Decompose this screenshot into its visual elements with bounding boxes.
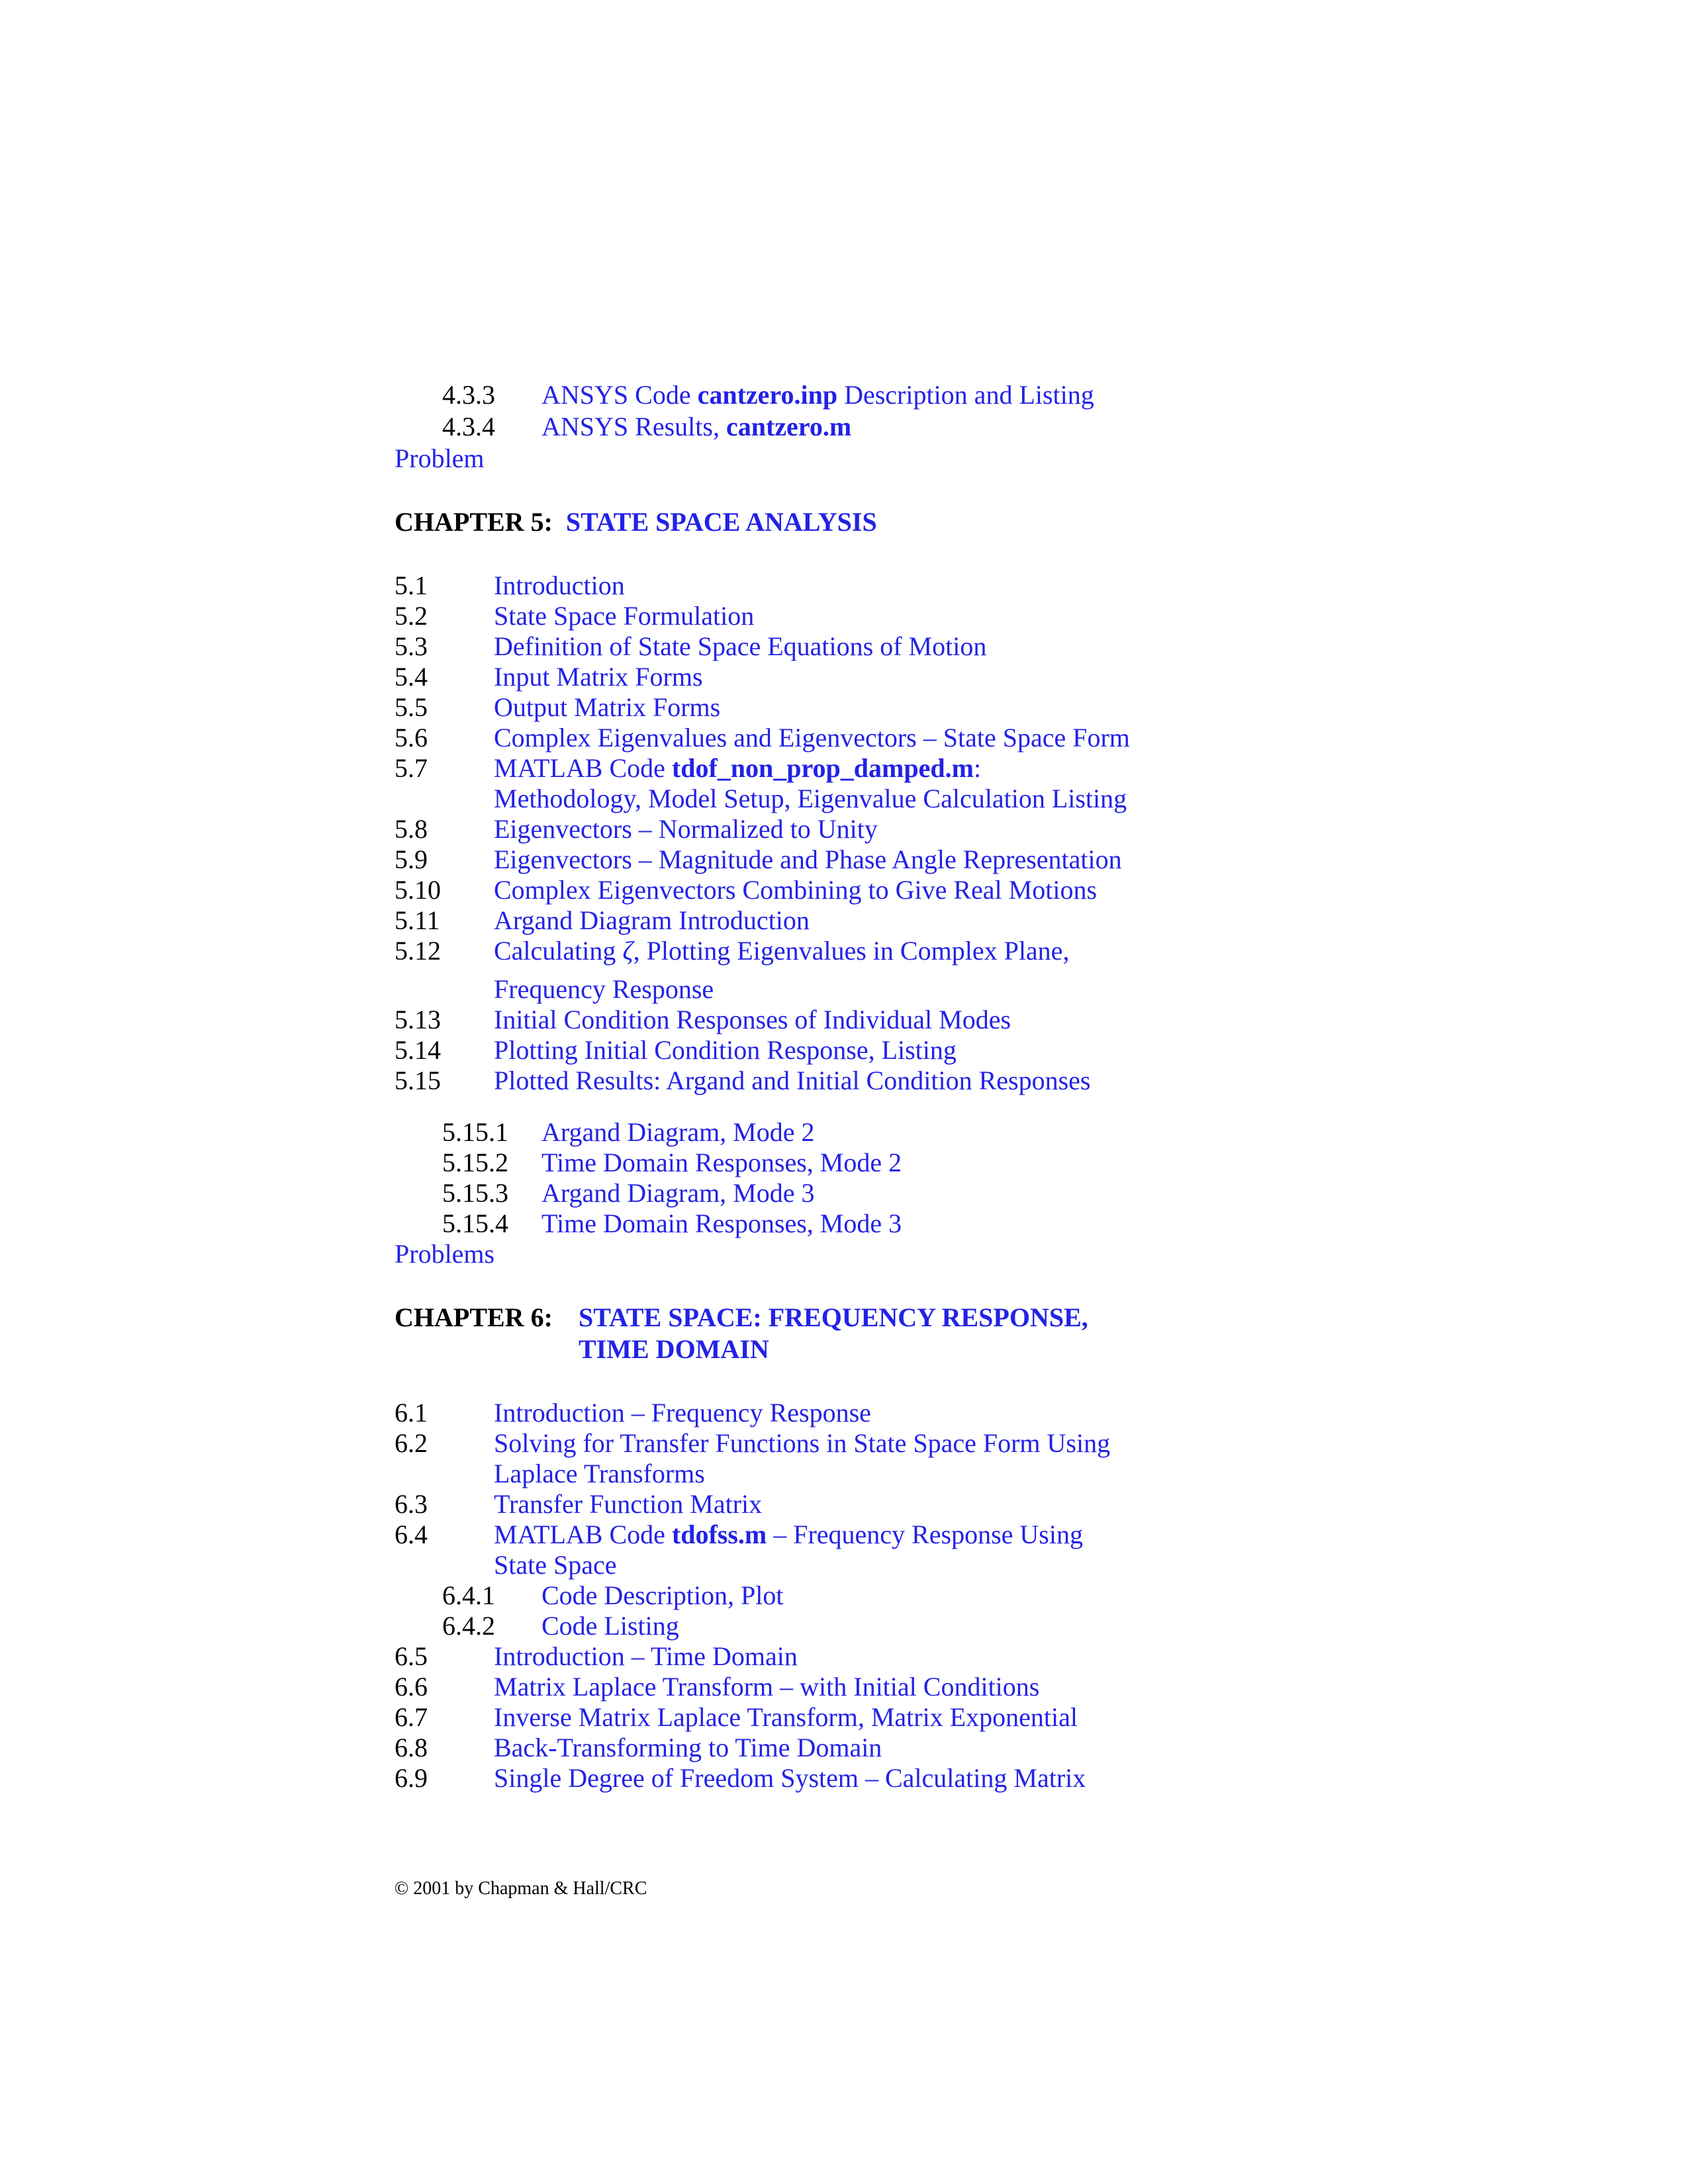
copyright-footer: © 2001 by Chapman & Hall/CRC	[395, 1878, 647, 1899]
entry-text: ANSYS Code	[541, 380, 698, 410]
toc-entry-link[interactable]	[494, 1762, 1086, 1794]
toc-entry-link[interactable]	[494, 874, 1097, 906]
entry-number: 5.9	[395, 844, 428, 874]
toc-entry-link[interactable]	[494, 1004, 1011, 1036]
entry-number: 5.5	[395, 692, 428, 722]
entry-number: 6.4	[395, 1520, 428, 1549]
entry-filename: tdofss.m	[671, 1520, 767, 1549]
toc-entry-link[interactable]	[494, 905, 810, 936]
toc-entry-link[interactable]	[494, 813, 878, 845]
entry-number: 5.8	[395, 814, 428, 844]
chapter-title-line-1: STATE SPACE: FREQUENCY RESPONSE,	[579, 1302, 1088, 1332]
entry-text: Calculating	[494, 936, 623, 966]
toc-entry[interactable]	[442, 411, 495, 443]
entry-text: Matrix Laplace Transform – with Initial Conditions	[494, 1672, 1040, 1702]
toc-subentry-link[interactable]	[541, 1177, 815, 1209]
entry-text: MATLAB Code	[494, 1520, 672, 1549]
entry-text: State Space Formulation	[494, 601, 755, 631]
entry-text: Plotting Initial Condition Response, Listing	[494, 1035, 957, 1065]
entry-filename: cantzero.m	[726, 412, 852, 441]
chapter-6-title[interactable]	[579, 1302, 1088, 1334]
entry-text: Back-Transforming to Time Domain	[494, 1733, 882, 1762]
toc-entry-link[interactable]	[494, 1671, 1039, 1703]
entry-text: Introduction – Time Domain	[494, 1641, 798, 1671]
entry-number: 5.7	[395, 753, 428, 783]
entry-number: 5.13	[395, 1005, 441, 1034]
chapter-title-line-2: TIME DOMAIN	[579, 1334, 769, 1364]
subentry-number: 5.15.2	[442, 1148, 508, 1177]
subentry-number: 5.15.3	[442, 1178, 508, 1208]
toc-entry[interactable]	[442, 379, 495, 411]
entry-number: 6.3	[395, 1489, 428, 1519]
toc-entry-link[interactable]	[494, 752, 981, 784]
toc-entry-link[interactable]	[494, 1428, 1110, 1459]
toc-entry-link[interactable]	[494, 661, 703, 693]
problems-link[interactable]: Problems	[395, 1239, 495, 1269]
toc-subentry-link[interactable]	[541, 1147, 902, 1179]
entry-text: ANSYS Results,	[541, 412, 726, 441]
toc-entry-link[interactable]	[494, 1488, 762, 1520]
entry-number: 6.2	[395, 1428, 428, 1458]
entry-text: Introduction	[494, 570, 625, 600]
zeta-symbol: ζ	[622, 936, 633, 966]
toc-entry-link[interactable]	[494, 631, 986, 662]
subentry-number: 5.15.1	[442, 1117, 508, 1147]
entry-number: 5.15	[395, 1066, 441, 1095]
toc-subentry-link[interactable]	[541, 1610, 679, 1642]
entry-text: Solving for Transfer Functions in State Space Form Using	[494, 1428, 1111, 1458]
entry-number: 6.5	[395, 1641, 428, 1671]
toc-subentry-link[interactable]	[541, 1580, 784, 1612]
entry-text: Time Domain Responses, Mode 2	[541, 1148, 902, 1177]
entry-number: 6.9	[395, 1763, 428, 1793]
entry-text: Eigenvectors – Normalized to Unity	[494, 814, 878, 844]
entry-number: 5.14	[395, 1035, 441, 1065]
entry-text: Initial Condition Responses of Individual Modes	[494, 1005, 1011, 1034]
entry-text: Definition of State Space Equations of Motion	[494, 631, 987, 661]
entry-text: MATLAB Code	[494, 753, 672, 783]
entry-text: Code Listing	[541, 1611, 679, 1641]
entry-text: , Plotting Eigenvalues in Complex Plane,	[633, 936, 1070, 966]
entry-text: Output Matrix Forms	[494, 692, 721, 722]
entry-text: Plotted Results: Argand and Initial Condition Responses	[494, 1066, 1091, 1095]
toc-entry-link[interactable]	[494, 935, 1069, 967]
entry-number: 5.11	[395, 905, 440, 935]
subentry-number: 5.15.4	[442, 1208, 508, 1238]
toc-entry-link[interactable]	[494, 1397, 871, 1429]
entry-number: 5.2	[395, 601, 428, 631]
entry-text: Description and Listing	[837, 380, 1094, 410]
entry-text: Complex Eigenvalues and Eigenvectors – State Space Form	[494, 723, 1130, 752]
entry-number: 4.3.3	[442, 380, 495, 410]
entry-number: 5.4	[395, 662, 428, 692]
entry-text: Eigenvectors – Magnitude and Phase Angle Representation	[494, 844, 1122, 874]
entry-text: Introduction – Frequency Response	[494, 1398, 871, 1428]
entry-text: Argand Diagram, Mode 3	[541, 1178, 815, 1208]
entry-text: Input Matrix Forms	[494, 662, 703, 692]
toc-subentry-link[interactable]	[541, 1208, 902, 1240]
toc-entry-link[interactable]	[494, 1519, 1083, 1551]
entry-filename: tdof_non_prop_damped.m	[671, 753, 974, 783]
toc-entry-link[interactable]	[541, 379, 1094, 411]
toc-entry-link[interactable]	[494, 1065, 1090, 1097]
toc-entry-link[interactable]	[494, 1641, 798, 1672]
entry-number: 5.1	[395, 570, 428, 600]
subentry-number: 6.4.1	[442, 1580, 495, 1610]
entry-number: 5.6	[395, 723, 428, 752]
entry-number: 4.3.4	[442, 412, 495, 441]
chapter-label: CHAPTER 6:	[395, 1302, 553, 1332]
chapter-6-title-cont[interactable]	[579, 1334, 769, 1365]
chapter-title: STATE SPACE ANALYSIS	[565, 507, 877, 537]
toc-entry-link[interactable]	[494, 1702, 1078, 1733]
toc-entry-link[interactable]	[494, 722, 1130, 754]
problem-link[interactable]: Problem	[395, 443, 485, 473]
entry-number: 6.1	[395, 1398, 428, 1428]
toc-entry-link-cont[interactable]: Methodology, Model Setup, Eigenvalue Calculation Listing	[494, 784, 1127, 813]
chapter-label: CHAPTER 5:	[395, 507, 553, 537]
entry-text: Complex Eigenvectors Combining to Give Real Motions	[494, 875, 1098, 905]
entry-number: 5.3	[395, 631, 428, 661]
entry-text: Single Degree of Freedom System – Calculating Matrix	[494, 1763, 1086, 1793]
entry-number: 6.6	[395, 1672, 428, 1702]
entry-number: 6.7	[395, 1702, 428, 1732]
toc-entry-link[interactable]	[494, 692, 720, 723]
entry-text: Inverse Matrix Laplace Transform, Matrix Exponential	[494, 1702, 1078, 1732]
chapter-6-heading[interactable]	[395, 1302, 553, 1334]
toc-entry-link[interactable]	[494, 1732, 882, 1764]
toc-entry-link-cont[interactable]: Laplace Transforms	[494, 1459, 705, 1488]
chapter-5-heading[interactable]	[395, 506, 877, 538]
entry-text: Argand Diagram Introduction	[494, 905, 810, 935]
subentry-number: 6.4.2	[442, 1611, 495, 1641]
entry-text: – Frequency Response Using	[767, 1520, 1083, 1549]
entry-text: Code Description, Plot	[541, 1580, 784, 1610]
entry-text: Transfer Function Matrix	[494, 1489, 763, 1519]
entry-number: 5.10	[395, 875, 441, 905]
toc-entry-link[interactable]	[494, 600, 754, 632]
entry-filename: cantzero.inp	[697, 380, 838, 410]
toc-entry-link[interactable]	[494, 844, 1122, 876]
toc-entry-link[interactable]	[541, 411, 851, 443]
entry-text: Argand Diagram, Mode 2	[541, 1117, 815, 1147]
toc-entry-link-cont[interactable]: State Space	[494, 1550, 617, 1580]
entry-text: :	[973, 753, 982, 783]
entry-text: Time Domain Responses, Mode 3	[541, 1208, 902, 1238]
toc-entry-link[interactable]	[494, 1034, 957, 1066]
toc-entry-link[interactable]	[494, 570, 625, 602]
toc-entry-link-cont[interactable]: Frequency Response	[494, 974, 714, 1004]
entry-number: 5.12	[395, 936, 441, 966]
toc-subentry-link[interactable]	[541, 1116, 815, 1148]
entry-number: 6.8	[395, 1733, 428, 1762]
